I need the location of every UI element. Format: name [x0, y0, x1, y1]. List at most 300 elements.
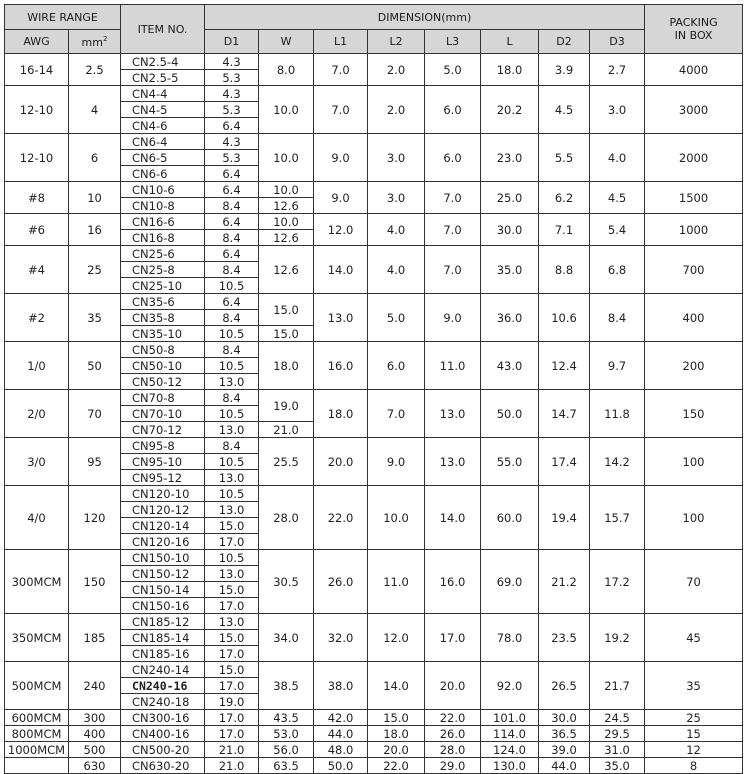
pack-cell: 400: [645, 294, 743, 342]
col-header-l: L: [481, 30, 539, 54]
item-no-cell: CN95-8: [121, 438, 205, 454]
l1-cell: 16.0: [314, 342, 368, 390]
d3-cell: 3.0: [590, 86, 645, 134]
item-no-cell: CN120-10: [121, 486, 205, 502]
l-cell: 60.0: [481, 486, 539, 550]
d1-cell: 8.4: [205, 198, 259, 214]
d2-cell: 17.4: [539, 438, 590, 486]
w-cell: 19.0: [259, 390, 314, 422]
mm2-header: $mm^2$: [69, 30, 121, 54]
w-cell: 10.0: [259, 134, 314, 182]
packing-header-line2: IN BOX: [674, 29, 713, 42]
d1-cell: 5.3: [205, 102, 259, 118]
mm2-cell: 300: [69, 710, 121, 726]
d2-cell: 39.0: [539, 742, 590, 758]
w-cell: 10.0: [259, 86, 314, 134]
awg-cell: 300MCM: [5, 550, 69, 614]
d2-cell: 26.5: [539, 662, 590, 710]
d1-cell: 5.3: [205, 70, 259, 86]
item-no-cell: CN25-10: [121, 278, 205, 294]
l2-cell: 4.0: [368, 246, 425, 294]
d1-cell: 17.0: [205, 678, 259, 694]
item-no-cell: CN95-12: [121, 470, 205, 486]
pack-cell: 200: [645, 342, 743, 390]
d1-cell: 17.0: [205, 710, 259, 726]
d1-cell: 10.5: [205, 454, 259, 470]
w-cell: 53.0: [259, 726, 314, 742]
d3-cell: 35.0: [590, 758, 645, 774]
d1-cell: 13.0: [205, 470, 259, 486]
awg-cell: 3/0: [5, 438, 69, 486]
item-no-cell: CN185-14: [121, 630, 205, 646]
l2-cell: 20.0: [368, 742, 425, 758]
item-no-cell: CN4-4: [121, 86, 205, 102]
l3-cell: 29.0: [425, 758, 481, 774]
l3-cell: 6.0: [425, 86, 481, 134]
l-cell: 18.0: [481, 54, 539, 86]
l-cell: 114.0: [481, 726, 539, 742]
d1-cell: 8.4: [205, 438, 259, 454]
awg-cell: 4/0: [5, 486, 69, 550]
item-no-cell: CN50-10: [121, 358, 205, 374]
item-no-cell: CN300-16: [121, 710, 205, 726]
d1-cell: 21.0: [205, 758, 259, 774]
d3-cell: 14.2: [590, 438, 645, 486]
d1-cell: 8.4: [205, 310, 259, 326]
d2-cell: 8.8: [539, 246, 590, 294]
w-cell: 10.0: [259, 214, 314, 230]
pack-cell: 1500: [645, 182, 743, 214]
d1-cell: 13.0: [205, 374, 259, 390]
l3-cell: 13.0: [425, 390, 481, 438]
table-row: [5, 438, 743, 454]
item-no-cell: CN630-20: [121, 758, 205, 774]
d2-cell: 7.1: [539, 214, 590, 246]
pack-cell: 35: [645, 662, 743, 710]
d1-cell: 8.4: [205, 390, 259, 406]
item-no-cell: CN150-10: [121, 550, 205, 566]
l-cell: 50.0: [481, 390, 539, 438]
mm2-cell: 35: [69, 294, 121, 342]
item-no-cell: CN240-16: [121, 678, 205, 694]
mm2-cell: 95: [69, 438, 121, 486]
table-row: [5, 390, 743, 406]
item-no-cell: CN25-8: [121, 262, 205, 278]
item-no-cell: CN120-16: [121, 534, 205, 550]
d1-cell: 17.0: [205, 534, 259, 550]
item-no-cell: CN240-18: [121, 694, 205, 710]
awg-cell: [5, 758, 69, 774]
table-body: [5, 54, 743, 774]
l2-cell: 2.0: [368, 86, 425, 134]
table-row: [5, 550, 743, 566]
d3-cell: 4.5: [590, 182, 645, 214]
item-no-cell: CN150-12: [121, 566, 205, 582]
w-cell: 15.0: [259, 294, 314, 326]
mm2-cell: 50: [69, 342, 121, 390]
mm2-cell: 10: [69, 182, 121, 214]
w-cell: 34.0: [259, 614, 314, 662]
item-no-cell: CN25-6: [121, 246, 205, 262]
l2-cell: 9.0: [368, 438, 425, 486]
dimension-header: DIMENSION(mm): [205, 5, 645, 30]
l3-cell: 11.0: [425, 342, 481, 390]
l1-cell: 13.0: [314, 294, 368, 342]
table-row: [5, 662, 743, 678]
table-row: [5, 134, 743, 150]
pack-cell: 25: [645, 710, 743, 726]
l2-cell: 11.0: [368, 550, 425, 614]
l3-cell: 6.0: [425, 134, 481, 182]
d2-cell: 30.0: [539, 710, 590, 726]
table-row: [5, 742, 743, 758]
l3-cell: 7.0: [425, 182, 481, 214]
d1-cell: 17.0: [205, 598, 259, 614]
w-cell: 28.0: [259, 486, 314, 550]
l3-cell: 9.0: [425, 294, 481, 342]
mm2-cell: 4: [69, 86, 121, 134]
table-row: [5, 294, 743, 310]
mm2-cell: 185: [69, 614, 121, 662]
l-cell: 36.0: [481, 294, 539, 342]
l2-cell: 12.0: [368, 614, 425, 662]
col-header-l3: L3: [425, 30, 481, 54]
l2-cell: 3.0: [368, 134, 425, 182]
item-no-cell: CN500-20: [121, 742, 205, 758]
l-cell: 101.0: [481, 710, 539, 726]
d1-cell: 6.4: [205, 246, 259, 262]
l-cell: 43.0: [481, 342, 539, 390]
table-row: [5, 726, 743, 742]
table-row: [5, 486, 743, 502]
l1-cell: 7.0: [314, 86, 368, 134]
table-row: [5, 342, 743, 358]
d1-cell: 15.0: [205, 662, 259, 678]
l1-cell: 32.0: [314, 614, 368, 662]
item-no-cell: CN10-8: [121, 198, 205, 214]
l-cell: 124.0: [481, 742, 539, 758]
item-no-cell: CN240-14: [121, 662, 205, 678]
table-row: [5, 710, 743, 726]
l2-cell: 22.0: [368, 758, 425, 774]
item-no-cell: CN2.5-4: [121, 54, 205, 70]
pack-cell: 3000: [645, 86, 743, 134]
item-no-cell: CN16-6: [121, 214, 205, 230]
mm2-cell: 400: [69, 726, 121, 742]
pack-cell: 700: [645, 246, 743, 294]
l3-cell: 13.0: [425, 438, 481, 486]
d3-cell: 6.8: [590, 246, 645, 294]
l-cell: 78.0: [481, 614, 539, 662]
d1-cell: 10.5: [205, 406, 259, 422]
awg-cell: 1/0: [5, 342, 69, 390]
item-no-cell: CN400-16: [121, 726, 205, 742]
d3-cell: 19.2: [590, 614, 645, 662]
l3-cell: 26.0: [425, 726, 481, 742]
d1-cell: 6.4: [205, 182, 259, 198]
item-no-cell: CN35-10: [121, 326, 205, 342]
d2-cell: 12.4: [539, 342, 590, 390]
mm2-cell: 25: [69, 246, 121, 294]
l2-cell: 2.0: [368, 54, 425, 86]
item-no-cell: CN35-6: [121, 294, 205, 310]
d3-cell: 4.0: [590, 134, 645, 182]
w-cell: 63.5: [259, 758, 314, 774]
mm2-cell: 500: [69, 742, 121, 758]
item-no-cell: CN70-8: [121, 390, 205, 406]
col-header-d2: D2: [539, 30, 590, 54]
w-cell: 43.5: [259, 710, 314, 726]
d1-cell: 13.0: [205, 614, 259, 630]
d2-cell: 21.2: [539, 550, 590, 614]
w-cell: 12.6: [259, 246, 314, 294]
w-cell: 12.6: [259, 198, 314, 214]
l1-cell: 50.0: [314, 758, 368, 774]
w-cell: 25.5: [259, 438, 314, 486]
awg-cell: 800MCM: [5, 726, 69, 742]
l-cell: 130.0: [481, 758, 539, 774]
l2-cell: 15.0: [368, 710, 425, 726]
d3-cell: 29.5: [590, 726, 645, 742]
awg-cell: 600MCM: [5, 710, 69, 726]
col-header-d3: D3: [590, 30, 645, 54]
table-row: [5, 246, 743, 262]
table-row: [5, 214, 743, 230]
mm2-cell: 240: [69, 662, 121, 710]
table-row: [5, 54, 743, 70]
l3-cell: 7.0: [425, 246, 481, 294]
pack-cell: 2000: [645, 134, 743, 182]
d3-cell: 8.4: [590, 294, 645, 342]
item-no-cell: CN70-10: [121, 406, 205, 422]
l3-cell: 22.0: [425, 710, 481, 726]
d2-cell: 6.2: [539, 182, 590, 214]
item-no-cell: CN150-14: [121, 582, 205, 598]
l3-cell: 5.0: [425, 54, 481, 86]
d2-cell: 10.6: [539, 294, 590, 342]
awg-cell: #2: [5, 294, 69, 342]
item-no-header: ITEM NO.: [121, 5, 205, 54]
l-cell: 55.0: [481, 438, 539, 486]
w-cell: 10.0: [259, 182, 314, 198]
awg-cell: 1000MCM: [5, 742, 69, 758]
d3-cell: 2.7: [590, 54, 645, 86]
d2-cell: 19.4: [539, 486, 590, 550]
awg-cell: 2/0: [5, 390, 69, 438]
d1-cell: 4.3: [205, 54, 259, 70]
l1-cell: 22.0: [314, 486, 368, 550]
wire-range-header: WIRE RANGE: [5, 5, 121, 30]
d1-cell: 19.0: [205, 694, 259, 710]
d1-cell: 21.0: [205, 742, 259, 758]
l-cell: 35.0: [481, 246, 539, 294]
table-row: [5, 614, 743, 630]
item-no-cell: CN120-12: [121, 502, 205, 518]
awg-cell: #4: [5, 246, 69, 294]
w-cell: 56.0: [259, 742, 314, 758]
awg-cell: 500MCM: [5, 662, 69, 710]
d2-cell: 23.5: [539, 614, 590, 662]
item-no-cell: CN150-16: [121, 598, 205, 614]
d1-cell: 10.5: [205, 326, 259, 342]
d3-cell: 9.7: [590, 342, 645, 390]
item-no-cell: CN4-5: [121, 102, 205, 118]
pack-cell: 100: [645, 438, 743, 486]
awg-cell: 350MCM: [5, 614, 69, 662]
d1-cell: 6.4: [205, 294, 259, 310]
l2-cell: 3.0: [368, 182, 425, 214]
item-no-cell: CN16-8: [121, 230, 205, 246]
l2-cell: 6.0: [368, 342, 425, 390]
pack-cell: 8: [645, 758, 743, 774]
l3-cell: 7.0: [425, 214, 481, 246]
pack-cell: 150: [645, 390, 743, 438]
mm2-cell: 630: [69, 758, 121, 774]
d1-cell: 15.0: [205, 630, 259, 646]
l2-cell: 10.0: [368, 486, 425, 550]
d1-cell: 10.5: [205, 550, 259, 566]
l1-cell: 14.0: [314, 246, 368, 294]
item-no-cell: CN50-8: [121, 342, 205, 358]
l3-cell: 16.0: [425, 550, 481, 614]
mm2-cell: 6: [69, 134, 121, 182]
mm2-cell: 2.5: [69, 54, 121, 86]
packing-header-line1: PACKING: [669, 16, 718, 29]
d1-cell: 8.4: [205, 342, 259, 358]
d1-cell: 8.4: [205, 230, 259, 246]
l3-cell: 17.0: [425, 614, 481, 662]
awg-cell: #8: [5, 182, 69, 214]
l2-cell: 18.0: [368, 726, 425, 742]
mm2-cell: 16: [69, 214, 121, 246]
item-no-cell: CN6-5: [121, 150, 205, 166]
packing-header: [645, 5, 743, 54]
d2-cell: 14.7: [539, 390, 590, 438]
d1-cell: 6.4: [205, 166, 259, 182]
mm2-cell: 120: [69, 486, 121, 550]
d2-cell: 4.5: [539, 86, 590, 134]
d2-cell: 3.9: [539, 54, 590, 86]
pack-cell: 15: [645, 726, 743, 742]
d3-cell: 15.7: [590, 486, 645, 550]
d1-cell: 4.3: [205, 86, 259, 102]
d1-cell: 4.3: [205, 134, 259, 150]
pack-cell: 100: [645, 486, 743, 550]
l1-cell: 7.0: [314, 54, 368, 86]
item-no-cell: CN185-16: [121, 646, 205, 662]
l1-cell: 9.0: [314, 134, 368, 182]
w-cell: 30.5: [259, 550, 314, 614]
d3-cell: 17.2: [590, 550, 645, 614]
d1-cell: 17.0: [205, 726, 259, 742]
l2-cell: 4.0: [368, 214, 425, 246]
mm2-cell: 70: [69, 390, 121, 438]
d1-cell: 6.4: [205, 118, 259, 134]
l2-cell: 5.0: [368, 294, 425, 342]
awg-cell: 16-14: [5, 54, 69, 86]
l1-cell: 26.0: [314, 550, 368, 614]
d3-cell: 31.0: [590, 742, 645, 758]
col-header-w: W: [259, 30, 314, 54]
d1-cell: 17.0: [205, 646, 259, 662]
mm2-cell: 150: [69, 550, 121, 614]
item-no-cell: CN95-10: [121, 454, 205, 470]
l-cell: 30.0: [481, 214, 539, 246]
d3-cell: 11.8: [590, 390, 645, 438]
l1-cell: 9.0: [314, 182, 368, 214]
awg-header: AWG: [5, 30, 69, 54]
item-no-cell: CN10-6: [121, 182, 205, 198]
l3-cell: 14.0: [425, 486, 481, 550]
pack-cell: 4000: [645, 54, 743, 86]
item-no-cell: CN4-6: [121, 118, 205, 134]
item-no-cell: CN120-14: [121, 518, 205, 534]
awg-cell: 12-10: [5, 86, 69, 134]
w-cell: 12.6: [259, 230, 314, 246]
item-no-cell: CN6-4: [121, 134, 205, 150]
l-cell: 23.0: [481, 134, 539, 182]
l3-cell: 20.0: [425, 662, 481, 710]
l1-cell: 44.0: [314, 726, 368, 742]
d2-cell: 44.0: [539, 758, 590, 774]
l2-cell: 7.0: [368, 390, 425, 438]
l1-cell: 38.0: [314, 662, 368, 710]
d3-cell: 21.7: [590, 662, 645, 710]
awg-cell: #6: [5, 214, 69, 246]
d1-cell: 15.0: [205, 582, 259, 598]
d1-cell: 8.4: [205, 262, 259, 278]
l-cell: 69.0: [481, 550, 539, 614]
w-cell: 15.0: [259, 326, 314, 342]
l1-cell: 18.0: [314, 390, 368, 438]
d2-cell: 36.5: [539, 726, 590, 742]
d1-cell: 6.4: [205, 214, 259, 230]
w-cell: 8.0: [259, 54, 314, 86]
l1-cell: 42.0: [314, 710, 368, 726]
table-row: [5, 182, 743, 198]
l1-cell: 20.0: [314, 438, 368, 486]
d2-cell: 5.5: [539, 134, 590, 182]
item-no-cell: CN6-6: [121, 166, 205, 182]
d1-cell: 10.5: [205, 278, 259, 294]
item-no-cell: CN2.5-5: [121, 70, 205, 86]
l2-cell: 14.0: [368, 662, 425, 710]
pack-cell: 45: [645, 614, 743, 662]
item-no-cell: CN35-8: [121, 310, 205, 326]
d1-cell: 5.3: [205, 150, 259, 166]
w-cell: 38.5: [259, 662, 314, 710]
col-header-d1: D1: [205, 30, 259, 54]
l3-cell: 28.0: [425, 742, 481, 758]
table-row: [5, 86, 743, 102]
l1-cell: 12.0: [314, 214, 368, 246]
table-row: [5, 758, 743, 774]
w-cell: 18.0: [259, 342, 314, 390]
d1-cell: 13.0: [205, 566, 259, 582]
document-page: [4, 4, 746, 773]
l-cell: 20.2: [481, 86, 539, 134]
d1-cell: 13.0: [205, 422, 259, 438]
d1-cell: 10.5: [205, 358, 259, 374]
cable-lug-spec-table: [4, 4, 743, 774]
d1-cell: 13.0: [205, 502, 259, 518]
d3-cell: 24.5: [590, 710, 645, 726]
col-header-l2: L2: [368, 30, 425, 54]
item-no-cell: CN70-12: [121, 422, 205, 438]
pack-cell: 70: [645, 550, 743, 614]
w-cell: 21.0: [259, 422, 314, 438]
d1-cell: 15.0: [205, 518, 259, 534]
